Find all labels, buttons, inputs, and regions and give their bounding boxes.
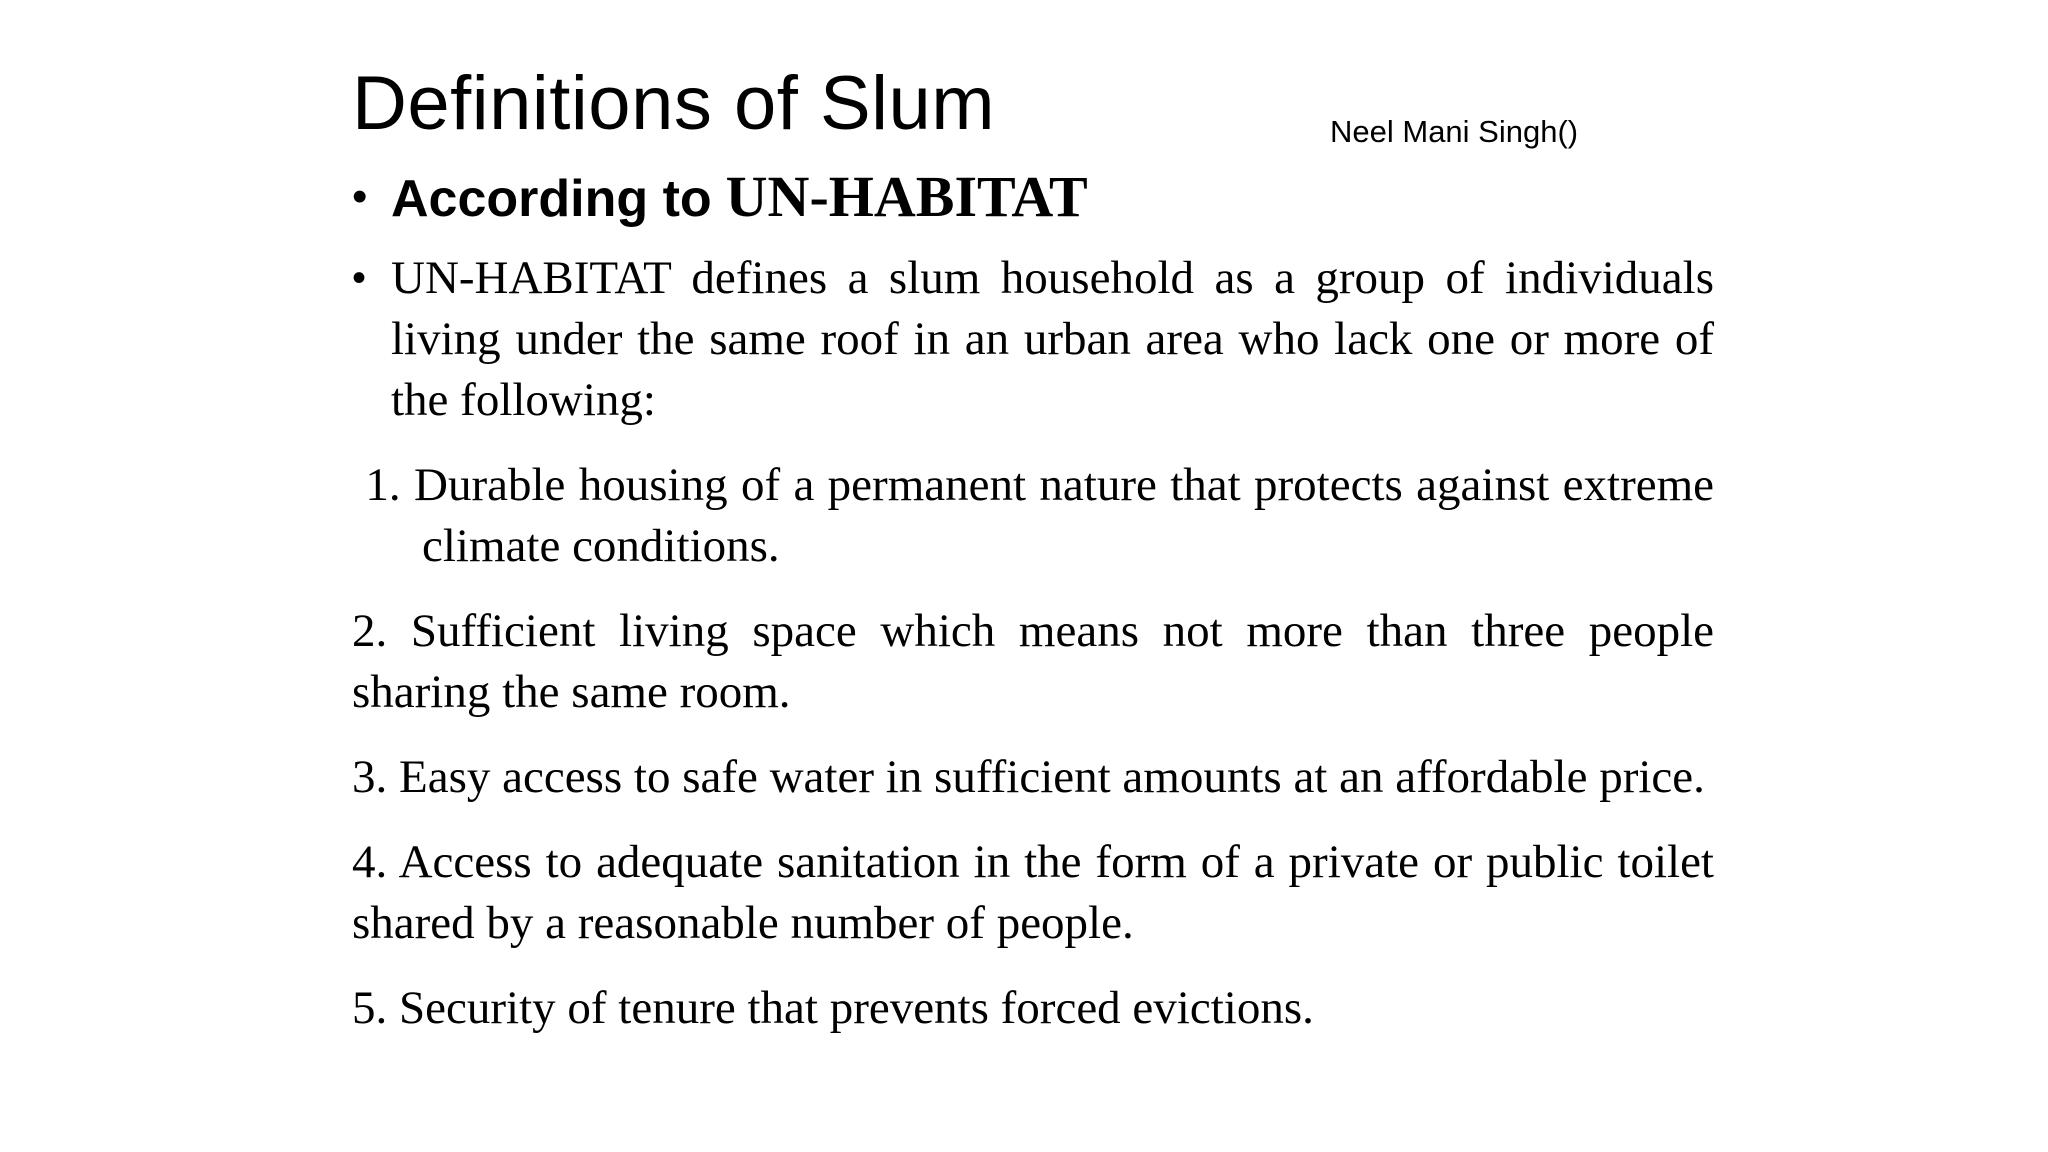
criteria-number: 2. (352, 605, 388, 657)
author-name: Neel Mani Singh() (1330, 114, 1579, 149)
definition-text: UN-HABITAT defines a slum household as a group of individuals living under the same roof in an urban area who lack one or more of the following: (391, 252, 1714, 426)
bullet-icon: • (352, 172, 368, 221)
criteria-text-continued: climate conditions. (422, 520, 780, 572)
definition-bullet (352, 248, 1714, 431)
criteria-number: 4. (352, 836, 388, 888)
criteria-item-1 (352, 455, 1714, 577)
criteria-text: Sufficient living space which means not more than three people sharing the same room. (352, 605, 1714, 718)
criteria-item-2 (352, 601, 1714, 723)
bullet-icon: • (352, 256, 367, 300)
slide-title: Definitions of Slum (352, 61, 996, 146)
criteria-number: 1. (352, 459, 401, 511)
criteria-item-3 (352, 747, 1714, 808)
criteria-number: 5. (352, 982, 388, 1034)
slide-content (352, 162, 1714, 1063)
heading-prefix: According to (391, 170, 712, 228)
heading-bullet (352, 162, 1714, 234)
criteria-text: Easy access to safe water in sufficient amounts at an affordable price. (399, 751, 1705, 803)
criteria-item-5 (352, 978, 1714, 1039)
criteria-number: 3. (352, 751, 388, 803)
criteria-item-4 (352, 832, 1714, 954)
criteria-text: Security of tenure that prevents forced evictions. (399, 982, 1314, 1034)
criteria-text: Durable housing of a permanent nature that protects against extreme (414, 459, 1715, 511)
criteria-text: Access to adequate sanitation in the form of a private or public toilet shared by a reasonable number of people. (352, 836, 1714, 949)
heading-org: UN-HABITAT (725, 164, 1088, 229)
